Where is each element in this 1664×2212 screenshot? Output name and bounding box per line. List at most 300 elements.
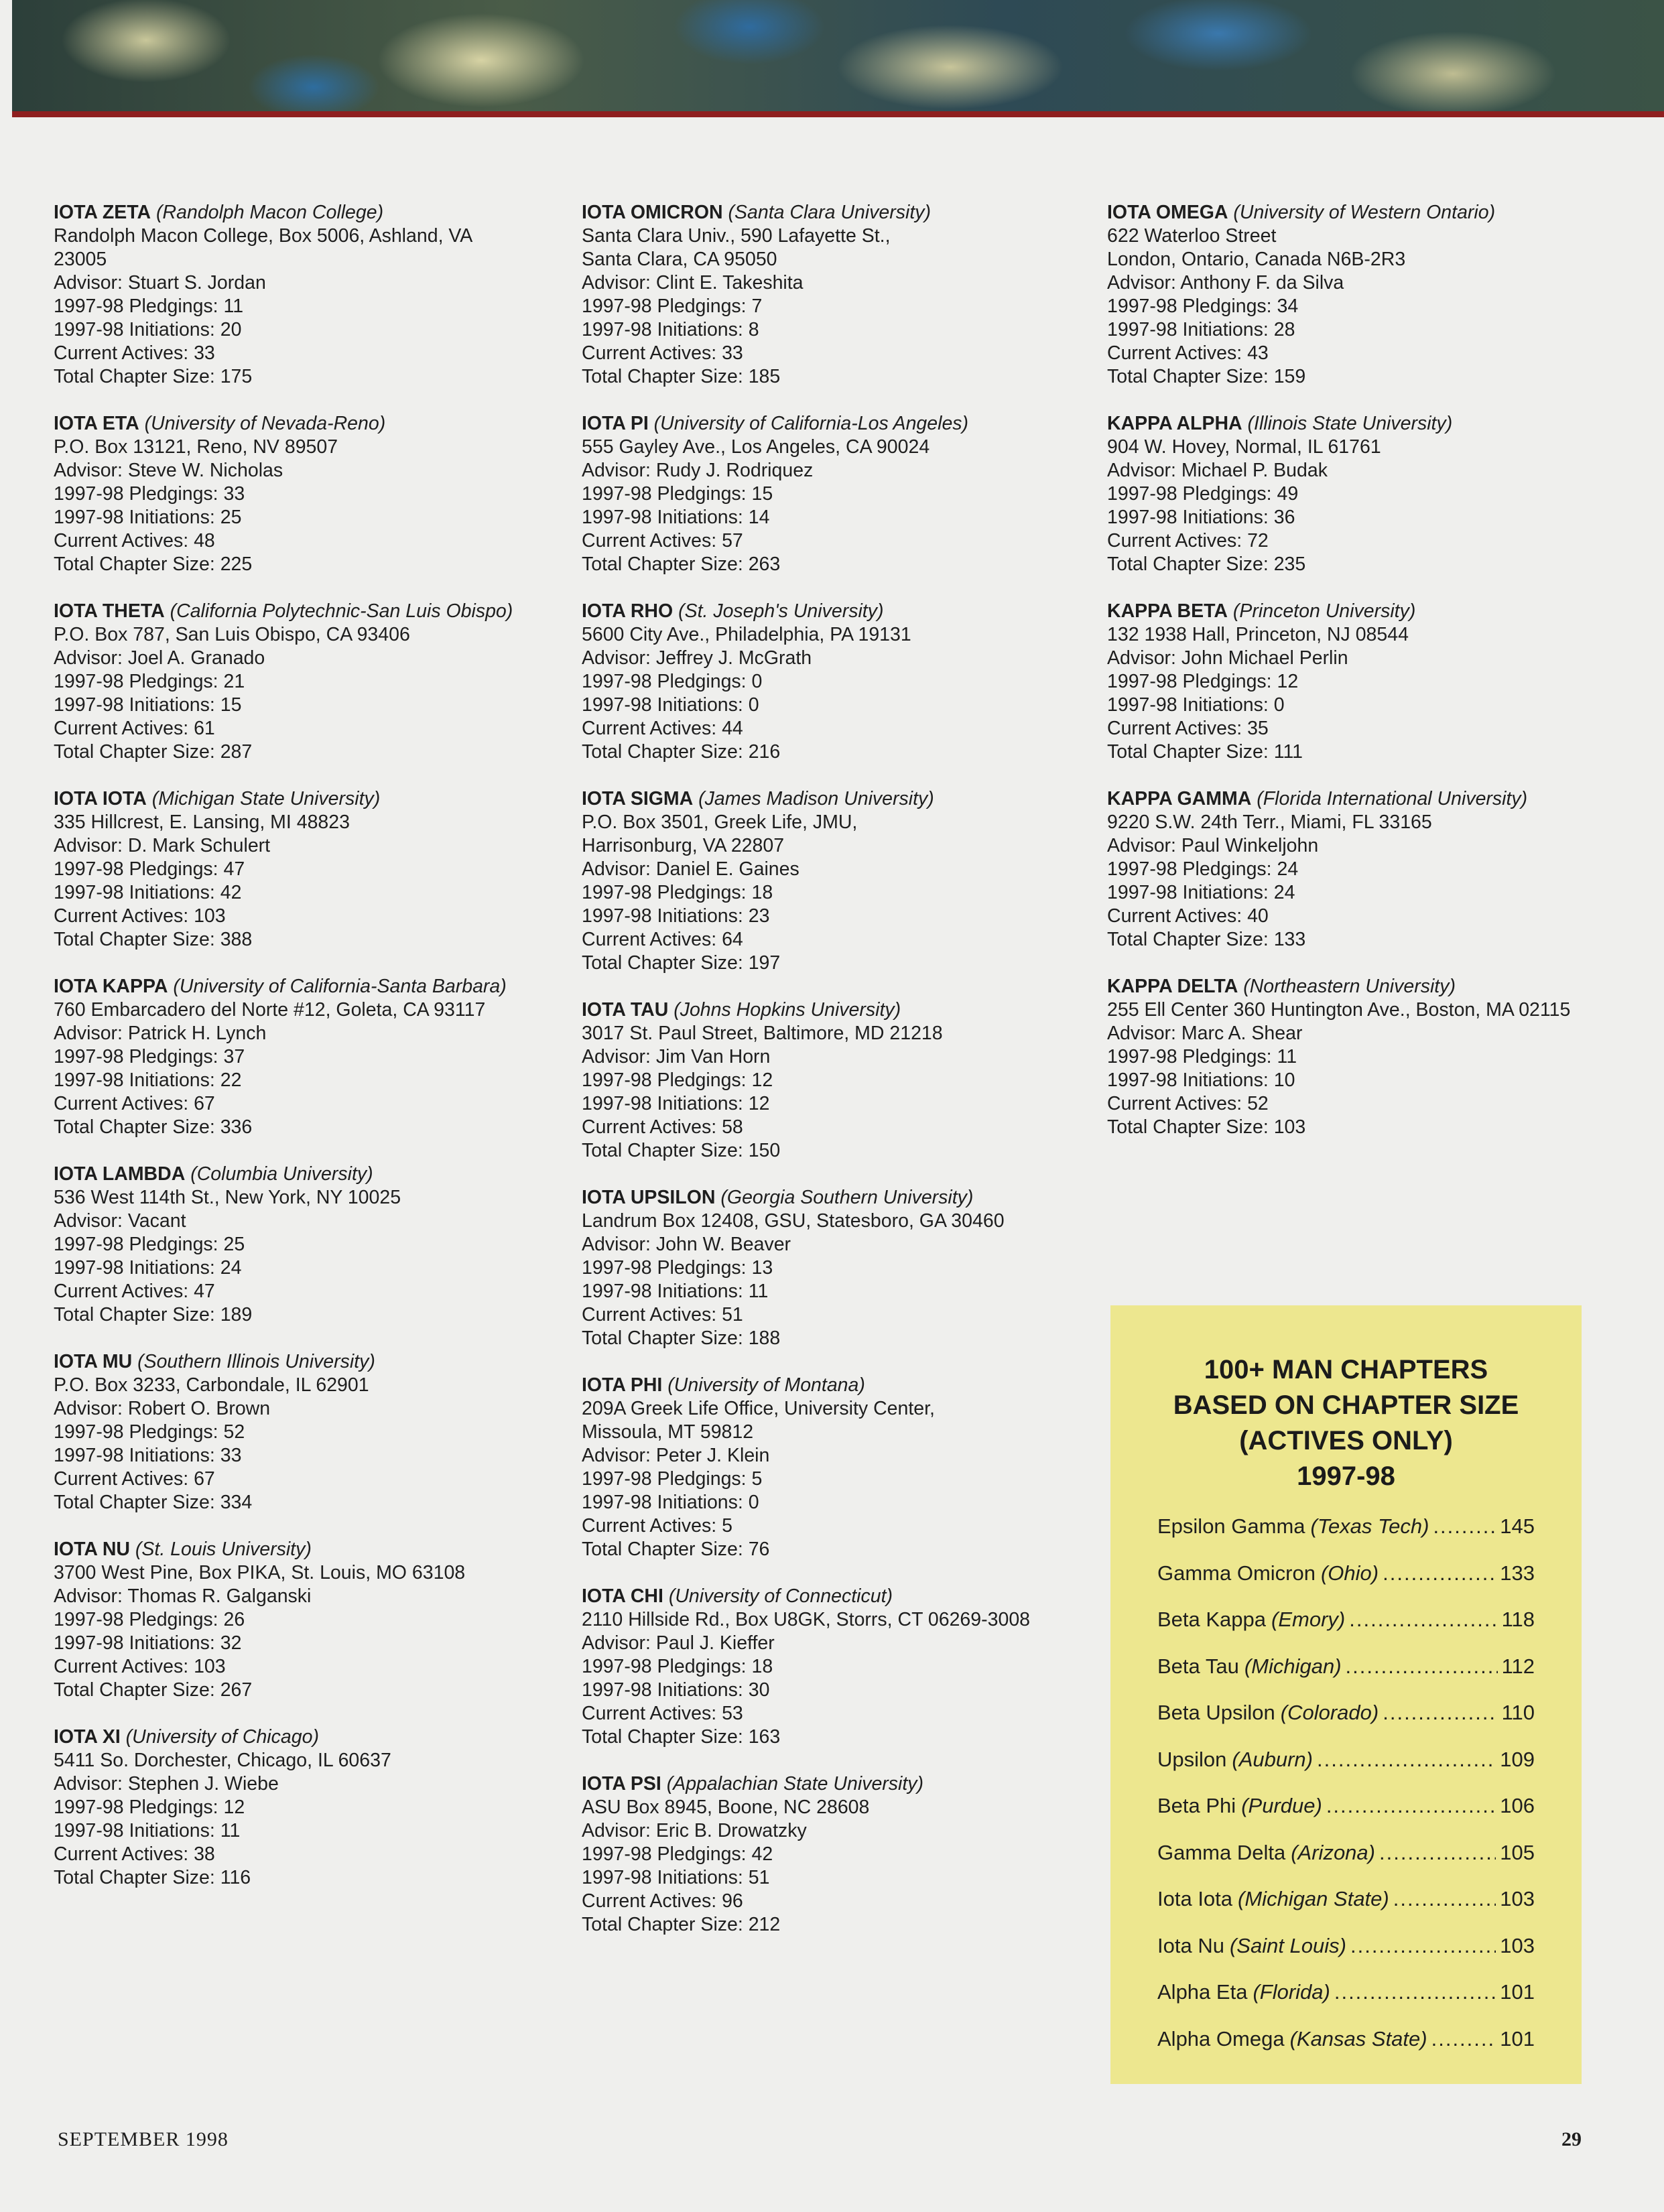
ranking-actives: 133 (1500, 1561, 1535, 1585)
chapter-detail-line: Advisor: Thomas R. Galganski (54, 1585, 312, 1607)
chapter-detail-line: 1997-98 Pledgings: 13 (582, 1257, 773, 1279)
chapter-detail-line: 904 W. Hovey, Normal, IL 61761 (1107, 436, 1381, 458)
ranking-school: (Saint Louis) (1229, 1933, 1346, 1957)
header-rule (12, 111, 1664, 117)
chapter-detail-line: ASU Box 8945, Boone, NC 28608 (582, 1797, 870, 1818)
ranking-school: (Florida) (1253, 1980, 1330, 2004)
chapter-heading (54, 975, 516, 998)
chapter-detail-line: Advisor: Anthony F. da Silva (1107, 272, 1344, 294)
chapter-heading (54, 201, 516, 224)
chapter-entry (54, 1726, 516, 1890)
chapter-detail-line: Advisor: Rudy J. Rodriquez (582, 460, 814, 481)
issue-date: SEPTEMBER 1998 (58, 2128, 229, 2150)
chapter-school: (Northeastern University) (1243, 976, 1456, 997)
dot-leader (1349, 1606, 1497, 1633)
chapter-detail-line: Total Chapter Size: 103 (1107, 1116, 1306, 1138)
chapter-name: IOTA THETA (54, 600, 165, 622)
chapter-name: IOTA NU (54, 1539, 130, 1560)
ranking-school: (Michigan State) (1238, 1887, 1389, 1910)
ranking-school: (Emory) (1271, 1608, 1346, 1631)
ranking-school: (Texas Tech) (1310, 1514, 1429, 1538)
chapter-heading (582, 787, 1044, 811)
chapter-school: (University of California-Los Angeles) (653, 413, 969, 434)
chapter-detail-line: 1997-98 Initiations: 23 (582, 905, 770, 927)
chapter-detail-line: 1997-98 Pledgings: 49 (1107, 483, 1299, 505)
chapter-school: (Princeton University) (1232, 600, 1416, 622)
chapter-detail-line: Advisor: Paul Winkeljohn (1107, 835, 1319, 856)
chapter-detail-line: P.O. Box 3233, Carbondale, IL 62901 (54, 1374, 369, 1396)
chapter-detail-line: Total Chapter Size: 212 (582, 1914, 781, 1935)
ranking-chapter: Beta Tau (1157, 1654, 1239, 1678)
chapter-heading (54, 787, 516, 811)
chapter-detail-line: 1997-98 Initiations: 0 (1107, 694, 1285, 716)
chapter-detail-line: Total Chapter Size: 388 (54, 929, 253, 950)
chapter-detail-line: P.O. Box 787, San Luis Obispo, CA 93406 (54, 624, 410, 645)
chapter-detail-line: Advisor: Eric B. Drowatzky (582, 1820, 807, 1841)
chapter-detail-line: Current Actives: 33 (54, 342, 215, 364)
ranking-row (1157, 1606, 1535, 1653)
chapter-school: (Illinois State University) (1247, 413, 1453, 434)
chapter-detail-line: 1997-98 Pledgings: 34 (1107, 296, 1299, 317)
chapter-detail-line: 1997-98 Pledgings: 18 (582, 1656, 773, 1677)
chapter-name: IOTA PHI (582, 1374, 663, 1396)
ranking-chapter: Iota Iota (1157, 1887, 1233, 1910)
chapter-detail-line: Landrum Box 12408, GSU, Statesboro, GA 30460 (582, 1210, 1005, 1232)
chapter-detail-line: Current Actives: 5 (582, 1515, 732, 1537)
title-line: BASED ON CHAPTER SIZE (1173, 1390, 1519, 1420)
chapter-detail-line: Total Chapter Size: 263 (582, 554, 781, 575)
chapter-name: IOTA PSI (582, 1773, 661, 1795)
chapter-detail-line: Current Actives: 103 (54, 1656, 226, 1677)
chapter-detail-line: Advisor: Clint E. Takeshita (582, 272, 804, 294)
chapter-entry (54, 201, 516, 389)
chapter-heading (582, 998, 1044, 1022)
chapter-detail-line: 1997-98 Initiations: 11 (54, 1820, 241, 1841)
dot-leader (1431, 2026, 1496, 2053)
chapter-detail-line: 1997-98 Pledgings: 21 (54, 671, 245, 692)
ranking-school: (Auburn) (1232, 1747, 1313, 1771)
chapter-detail-line: 1997-98 Initiations: 15 (54, 694, 242, 716)
chapter-entry (582, 1585, 1044, 1749)
chapter-detail-line: Advisor: Daniel E. Gaines (582, 858, 799, 880)
ranking-actives: 145 (1500, 1514, 1535, 1538)
chapter-entry (54, 1163, 516, 1327)
chapter-detail-line: Harrisonburg, VA 22807 (582, 835, 785, 856)
chapter-detail-line: 1997-98 Pledgings: 7 (582, 296, 763, 317)
chapter-entry (582, 1186, 1044, 1350)
ranking-chapter: Beta Phi (1157, 1794, 1236, 1817)
chapter-detail-line: Advisor: John W. Beaver (582, 1234, 791, 1255)
chapter-detail-line: 1997-98 Initiations: 25 (54, 507, 242, 528)
chapter-detail-line: 1997-98 Initiations: 24 (1107, 882, 1295, 903)
chapter-detail-line: Current Actives: 103 (54, 905, 226, 927)
chapter-detail-line: Advisor: Jim Van Horn (582, 1046, 771, 1067)
chapter-detail-line: 760 Embarcadero del Norte #12, Goleta, CA 93117 (54, 999, 486, 1021)
chapter-name: IOTA ETA (54, 413, 139, 434)
chapter-detail-line: Total Chapter Size: 334 (54, 1492, 253, 1513)
chapter-detail-line: Santa Clara, CA 95050 (582, 249, 777, 270)
chapter-heading (582, 600, 1044, 623)
chapter-detail-line: Current Actives: 64 (582, 929, 743, 950)
chapter-detail-line: Current Actives: 40 (1107, 905, 1269, 927)
chapter-heading (582, 1585, 1044, 1608)
chapter-detail-line: 1997-98 Pledgings: 33 (54, 483, 245, 505)
chapter-detail-line: 1997-98 Initiations: 11 (582, 1281, 769, 1302)
chapter-detail-line: Current Actives: 51 (582, 1304, 743, 1325)
chapter-name: KAPPA DELTA (1107, 976, 1238, 997)
chapter-school: (University of Chicago) (125, 1726, 319, 1748)
chapter-detail-line: 1997-98 Pledgings: 18 (582, 882, 773, 903)
chapter-school: (University of Montana) (667, 1374, 865, 1396)
chapter-detail-line: Total Chapter Size: 76 (582, 1539, 770, 1560)
chapter-detail-line: Total Chapter Size: 197 (582, 952, 781, 974)
chapter-heading (54, 1726, 516, 1749)
title-line: (ACTIVES ONLY) (1239, 1426, 1453, 1455)
title-line: 100+ MAN CHAPTERS (1204, 1355, 1488, 1384)
chapter-name: IOTA OMEGA (1107, 202, 1228, 223)
ranking-row (1157, 1839, 1535, 1886)
ranking-row (1157, 1653, 1535, 1700)
chapter-detail-line: 1997-98 Pledgings: 12 (1107, 671, 1299, 692)
chapter-entry (582, 600, 1044, 764)
chapter-detail-line: Total Chapter Size: 185 (582, 366, 781, 387)
chapter-school: (St. Louis University) (135, 1539, 312, 1560)
chapter-name: KAPPA BETA (1107, 600, 1228, 622)
chapter-detail-line: 1997-98 Initiations: 8 (582, 319, 759, 340)
chapter-name: IOTA KAPPA (54, 976, 168, 997)
chapter-heading (54, 1538, 516, 1561)
chapter-heading (1107, 975, 1576, 998)
chapter-detail-line: Advisor: Robert O. Brown (54, 1398, 271, 1419)
chapter-detail-line: Advisor: Marc A. Shear (1107, 1023, 1303, 1044)
chapter-detail-line: Current Actives: 67 (54, 1093, 215, 1114)
ranking-row (1157, 2026, 1535, 2073)
chapter-entry (582, 1772, 1044, 1937)
chapter-school: (Michigan State University) (151, 788, 381, 809)
ranking-actives: 112 (1501, 1654, 1535, 1678)
chapter-detail-line: Advisor: Peter J. Klein (582, 1445, 770, 1466)
chapter-detail-line: 555 Gayley Ave., Los Angeles, CA 90024 (582, 436, 930, 458)
chapter-detail-line: Total Chapter Size: 116 (54, 1867, 251, 1888)
ranking-actives: 101 (1500, 2026, 1535, 2051)
chapter-name: IOTA XI (54, 1726, 121, 1748)
ranking-row (1157, 1979, 1535, 2026)
chapter-detail-line: 536 West 114th St., New York, NY 10025 (54, 1187, 401, 1208)
chapter-detail-line: 1997-98 Initiations: 36 (1107, 507, 1295, 528)
ranking-school: (Arizona) (1291, 1840, 1375, 1864)
ranking-row (1157, 1793, 1535, 1839)
ranking-chapter: Alpha Eta (1157, 1980, 1248, 2004)
sidebar-title (1110, 1352, 1582, 1494)
ranking-school: (Purdue) (1241, 1794, 1322, 1817)
ranking-row (1157, 1513, 1535, 1560)
chapter-school: (Georgia Southern University) (720, 1187, 974, 1208)
dot-leader (1433, 1513, 1496, 1540)
ranking-chapter: Upsilon (1157, 1747, 1227, 1771)
chapter-school: (St. Joseph's University) (678, 600, 884, 622)
chapter-detail-line: Advisor: Jeffrey J. McGrath (582, 647, 812, 669)
dot-leader (1383, 1560, 1496, 1587)
chapter-detail-line: 1997-98 Initiations: 22 (54, 1069, 242, 1091)
chapter-detail-line: Advisor: Joel A. Granado (54, 647, 265, 669)
chapter-detail-line: 1997-98 Pledgings: 12 (582, 1069, 773, 1091)
chapter-detail-line: Current Actives: 72 (1107, 530, 1269, 551)
chapter-detail-line: Current Actives: 61 (54, 718, 215, 739)
chapter-name: IOTA MU (54, 1351, 133, 1372)
chapter-detail-line: Total Chapter Size: 336 (54, 1116, 253, 1138)
chapter-entry (54, 975, 516, 1139)
chapter-name: IOTA UPSILON (582, 1187, 716, 1208)
chapter-entry (54, 1538, 516, 1702)
chapter-detail-line: 1997-98 Initiations: 0 (582, 1492, 759, 1513)
chapter-column-2 (582, 201, 1044, 1960)
chapter-heading (1107, 600, 1576, 623)
dot-leader (1350, 1933, 1496, 1959)
chapter-detail-line: Current Actives: 57 (582, 530, 743, 551)
chapter-detail-line: 1997-98 Initiations: 33 (54, 1445, 242, 1466)
chapter-entry (582, 201, 1044, 389)
chapter-detail-line: Advisor: Steve W. Nicholas (54, 460, 283, 481)
chapter-entry (582, 412, 1044, 576)
chapter-detail-line: Current Actives: 52 (1107, 1093, 1269, 1114)
chapter-detail-line: Total Chapter Size: 133 (1107, 929, 1306, 950)
ranking-school: (Ohio) (1320, 1561, 1379, 1585)
chapter-detail-line: 255 Ell Center 360 Huntington Ave., Boston, MA 02115 (1107, 999, 1571, 1021)
chapter-detail-line: 5600 City Ave., Philadelphia, PA 19131 (582, 624, 911, 645)
chapter-heading (54, 1350, 516, 1374)
chapter-detail-line: Missoula, MT 59812 (582, 1421, 754, 1443)
dot-leader (1346, 1653, 1498, 1680)
chapter-detail-line: Total Chapter Size: 287 (54, 741, 253, 763)
page-number: 29 (1561, 2128, 1582, 2150)
chapter-detail-line: 1997-98 Pledgings: 24 (1107, 858, 1299, 880)
chapter-heading (1107, 201, 1576, 224)
chapter-detail-line: 1997-98 Initiations: 0 (582, 694, 759, 716)
chapter-name: KAPPA ALPHA (1107, 413, 1242, 434)
chapter-detail-line: Advisor: Patrick H. Lynch (54, 1023, 267, 1044)
chapter-detail-line: Advisor: John Michael Perlin (1107, 647, 1348, 669)
chapter-detail-line: 1997-98 Pledgings: 0 (582, 671, 763, 692)
chapter-heading (54, 1163, 516, 1186)
ranking-school: (Michigan) (1244, 1654, 1342, 1678)
chapter-name: IOTA ZETA (54, 202, 151, 223)
chapter-detail-line: Current Actives: 38 (54, 1843, 215, 1865)
chapter-detail-line: Advisor: Stuart S. Jordan (54, 272, 266, 294)
top-chapters-sidebar (1110, 1305, 1582, 2084)
rankings-list (1157, 1513, 1535, 2072)
ranking-row (1157, 1560, 1535, 1607)
chapter-heading (54, 412, 516, 436)
chapter-school: (Florida International University) (1257, 788, 1528, 809)
chapter-school: (University of California-Santa Barbara) (173, 976, 507, 997)
chapter-detail-line: 1997-98 Initiations: 30 (582, 1679, 770, 1701)
chapter-detail-line: P.O. Box 13121, Reno, NV 89507 (54, 436, 338, 458)
chapter-detail-line: 9220 S.W. 24th Terr., Miami, FL 33165 (1107, 811, 1432, 833)
chapter-detail-line: 1997-98 Pledgings: 11 (54, 296, 244, 317)
ranking-actives: 106 (1500, 1794, 1535, 1817)
chapter-name: IOTA CHI (582, 1585, 663, 1607)
chapter-detail-line: 1997-98 Pledgings: 15 (582, 483, 773, 505)
dot-leader (1326, 1793, 1496, 1819)
chapter-entry (54, 1350, 516, 1514)
chapter-detail-line: Total Chapter Size: 111 (1107, 741, 1303, 763)
chapter-detail-line: 1997-98 Initiations: 51 (582, 1867, 770, 1888)
dot-leader (1383, 1699, 1497, 1726)
chapter-school: (University of Nevada-Reno) (144, 413, 386, 434)
chapter-detail-line: Current Actives: 47 (54, 1281, 215, 1302)
chapter-school: (California Polytechnic-San Luis Obispo) (170, 600, 513, 622)
chapter-detail-line: Current Actives: 53 (582, 1703, 743, 1724)
ranking-school: (Kansas State) (1289, 2026, 1427, 2051)
chapter-school: (James Madison University) (698, 788, 934, 809)
chapter-entry (1107, 787, 1576, 952)
chapter-detail-line: London, Ontario, Canada N6B-2R3 (1107, 249, 1406, 270)
chapter-detail-line: Current Actives: 67 (54, 1468, 215, 1490)
ranking-chapter: Beta Kappa (1157, 1608, 1267, 1631)
chapter-detail-line: 132 1938 Hall, Princeton, NJ 08544 (1107, 624, 1409, 645)
chapter-detail-line: Current Actives: 35 (1107, 718, 1269, 739)
chapter-entry (54, 600, 516, 764)
ranking-chapter: Iota Nu (1157, 1933, 1224, 1957)
ranking-actives: 101 (1500, 1980, 1535, 2004)
chapter-detail-line: Advisor: Stephen J. Wiebe (54, 1773, 279, 1795)
chapter-detail-line: 1997-98 Initiations: 32 (54, 1632, 242, 1654)
chapter-detail-line: 1997-98 Pledgings: 47 (54, 858, 245, 880)
chapter-detail-line: Current Actives: 44 (582, 718, 743, 739)
chapter-detail-line: 1997-98 Initiations: 42 (54, 882, 242, 903)
chapter-name: IOTA TAU (582, 999, 669, 1021)
dot-leader (1393, 1886, 1496, 1912)
chapter-name: IOTA OMICRON (582, 202, 723, 223)
ranking-row (1157, 1886, 1535, 1933)
chapter-detail-line: 3017 St. Paul Street, Baltimore, MD 21218 (582, 1023, 943, 1044)
ranking-chapter: Beta Upsilon (1157, 1701, 1275, 1724)
chapter-school: (Johns Hopkins University) (674, 999, 901, 1021)
chapter-heading (1107, 787, 1576, 811)
chapter-detail-line: Current Actives: 43 (1107, 342, 1269, 364)
chapter-detail-line: Total Chapter Size: 267 (54, 1679, 253, 1701)
ranking-chapter: Gamma Delta (1157, 1840, 1286, 1864)
chapter-detail-line: 1997-98 Pledgings: 37 (54, 1046, 245, 1067)
ranking-actives: 109 (1500, 1747, 1535, 1771)
dot-leader (1334, 1979, 1496, 2006)
ranking-actives: 103 (1500, 1933, 1535, 1957)
dot-leader (1317, 1746, 1496, 1773)
chapter-name: IOTA RHO (582, 600, 674, 622)
title-line: 1997-98 (1297, 1461, 1395, 1491)
chapter-detail-line: Total Chapter Size: 159 (1107, 366, 1306, 387)
chapter-detail-line: 3700 West Pine, Box PIKA, St. Louis, MO 63108 (54, 1562, 466, 1583)
chapter-column-3 (1107, 201, 1576, 1163)
chapter-detail-line: 1997-98 Pledgings: 52 (54, 1421, 245, 1443)
chapter-detail-line: 2110 Hillside Rd., Box U8GK, Storrs, CT 06269-3008 (582, 1609, 1031, 1630)
chapter-heading (582, 1186, 1044, 1210)
chapter-entry (1107, 600, 1576, 764)
chapter-detail-line: Current Actives: 96 (582, 1890, 743, 1912)
ranking-row (1157, 1933, 1535, 1979)
ranking-actives: 110 (1501, 1701, 1535, 1724)
chapter-heading (582, 1772, 1044, 1796)
chapter-name: IOTA PI (582, 413, 649, 434)
ranking-row (1157, 1746, 1535, 1793)
chapter-name: IOTA LAMBDA (54, 1163, 186, 1185)
chapter-heading (582, 1374, 1044, 1397)
ranking-actives: 103 (1500, 1887, 1535, 1910)
header-photo-banner (12, 0, 1664, 113)
chapter-heading (54, 600, 516, 623)
chapter-school: (Southern Illinois University) (137, 1351, 375, 1372)
chapter-detail-line: 5411 So. Dorchester, Chicago, IL 60637 (54, 1750, 391, 1771)
ranking-chapter: Gamma Omicron (1157, 1561, 1316, 1585)
chapter-detail-line: 1997-98 Pledgings: 11 (1107, 1046, 1297, 1067)
chapter-entry (1107, 412, 1576, 576)
chapter-detail-line: Santa Clara Univ., 590 Lafayette St., (582, 225, 891, 247)
chapter-detail-line: Total Chapter Size: 189 (54, 1304, 253, 1325)
ranking-chapter: Epsilon Gamma (1157, 1514, 1305, 1538)
chapter-entry (54, 787, 516, 952)
chapter-entry (582, 1374, 1044, 1561)
chapter-entry (582, 787, 1044, 975)
chapter-school: (Columbia University) (190, 1163, 373, 1185)
ranking-actives: 118 (1501, 1608, 1535, 1631)
chapter-entry (54, 412, 516, 576)
chapter-detail-line: Current Actives: 48 (54, 530, 215, 551)
chapter-detail-line: Advisor: Vacant (54, 1210, 186, 1232)
chapter-entry (1107, 201, 1576, 389)
chapter-detail-line: 1997-98 Pledgings: 25 (54, 1234, 245, 1255)
chapter-name: IOTA SIGMA (582, 788, 694, 809)
chapter-column-1 (54, 201, 516, 1913)
chapter-name: KAPPA GAMMA (1107, 788, 1252, 809)
chapter-school: (Randolph Macon College) (156, 202, 384, 223)
chapter-detail-line: Current Actives: 33 (582, 342, 743, 364)
chapter-detail-line: Total Chapter Size: 175 (54, 366, 253, 387)
chapter-name: IOTA IOTA (54, 788, 147, 809)
chapter-detail-line: Total Chapter Size: 225 (54, 554, 253, 575)
chapter-school: (University of Western Ontario) (1233, 202, 1496, 223)
chapter-detail-line: 1997-98 Pledgings: 42 (582, 1843, 773, 1865)
chapter-heading (1107, 412, 1576, 436)
chapter-entry (582, 998, 1044, 1163)
chapter-detail-line: Total Chapter Size: 216 (582, 741, 781, 763)
ranking-chapter: Alpha Omega (1157, 2026, 1285, 2051)
chapter-detail-line: 335 Hillcrest, E. Lansing, MI 48823 (54, 811, 350, 833)
chapter-detail-line: Advisor: D. Mark Schulert (54, 835, 271, 856)
chapter-detail-line: 1997-98 Initiations: 24 (54, 1257, 242, 1279)
chapter-entry (1107, 975, 1576, 1139)
chapter-detail-line: Current Actives: 58 (582, 1116, 743, 1138)
chapter-detail-line: 1997-98 Pledgings: 5 (582, 1468, 763, 1490)
chapter-detail-line: Advisor: Paul J. Kieffer (582, 1632, 775, 1654)
chapter-heading (582, 201, 1044, 224)
chapter-detail-line: 1997-98 Initiations: 12 (582, 1093, 770, 1114)
chapter-detail-line: P.O. Box 3501, Greek Life, JMU, (582, 811, 858, 833)
chapter-detail-line: Randolph Macon College, Box 5006, Ashland, VA 23005 (54, 225, 472, 270)
chapter-detail-line: 1997-98 Initiations: 10 (1107, 1069, 1295, 1091)
chapter-detail-line: Total Chapter Size: 163 (582, 1726, 781, 1748)
chapter-school: (Santa Clara University) (728, 202, 932, 223)
chapter-detail-line: 1997-98 Initiations: 28 (1107, 319, 1295, 340)
ranking-school: (Colorado) (1280, 1701, 1379, 1724)
chapter-detail-line: 1997-98 Initiations: 20 (54, 319, 242, 340)
chapter-heading (582, 412, 1044, 436)
ranking-actives: 105 (1500, 1840, 1535, 1864)
chapter-detail-line: Total Chapter Size: 150 (582, 1140, 781, 1161)
chapter-detail-line: Total Chapter Size: 188 (582, 1327, 781, 1349)
chapter-detail-line: 1997-98 Pledgings: 26 (54, 1609, 245, 1630)
chapter-school: (University of Connecticut) (668, 1585, 893, 1607)
chapter-school: (Appalachian State University) (666, 1773, 924, 1795)
